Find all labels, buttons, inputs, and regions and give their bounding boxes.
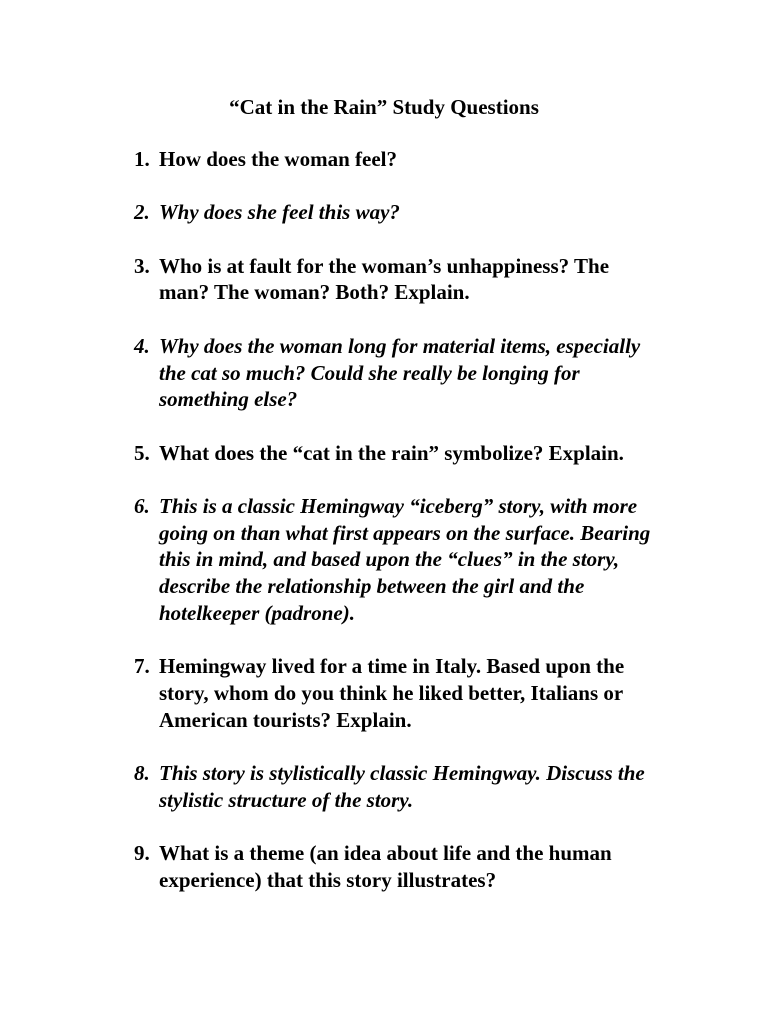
question-text: How does the woman feel?: [159, 147, 397, 171]
question-text: What does the “cat in the rain” symbolize? Explain.: [159, 440, 624, 465]
question-list: [134, 146, 654, 920]
question-text: Why does she feel this way?: [159, 200, 400, 225]
question-number: 2.: [134, 200, 150, 225]
question-text: What is a theme (an idea about life and the human experience) that this story illustrates?: [159, 841, 612, 892]
question-item: [134, 440, 654, 467]
question-item: [134, 493, 654, 627]
question-text: This story is stylistically classic Hemingway. Discuss the stylistic structure of the story.: [159, 761, 645, 812]
question-number: 3.: [134, 253, 150, 278]
question-number: 9.: [134, 841, 150, 866]
question-number: 7.: [134, 654, 150, 679]
document-title: “Cat in the Rain” Study Questions: [229, 95, 539, 119]
question-text: Hemingway lived for a time in Italy. Based upon the story, whom do you think he liked better, Italians or American tourists? Explain.: [159, 654, 625, 732]
question-number: 8.: [134, 761, 150, 786]
question-item: [134, 253, 654, 306]
question-item: [134, 840, 654, 893]
question-number: 1.: [134, 147, 150, 171]
question-text: Who is at fault for the woman’s unhappiness? The man? The woman? Both? Explain.: [159, 253, 610, 305]
question-item: [134, 199, 654, 226]
question-text: Why does the woman long for material items, especially the cat so much? Could she really be longing for something else?: [159, 333, 641, 412]
question-text: This is a classic Hemingway “iceberg” story, with more going on than what first appears on the surface. Bearing this in mind, and based upon the “clues” in the story, describe the relationship between the girl and the hotelkeeper (padrone).: [159, 494, 651, 625]
question-item: [134, 653, 654, 733]
question-number: 4.: [134, 333, 150, 358]
question-number: 6.: [134, 494, 150, 519]
question-number: 5.: [134, 440, 150, 465]
question-item: [134, 146, 654, 173]
question-item: [134, 760, 654, 813]
question-item: [134, 333, 654, 413]
